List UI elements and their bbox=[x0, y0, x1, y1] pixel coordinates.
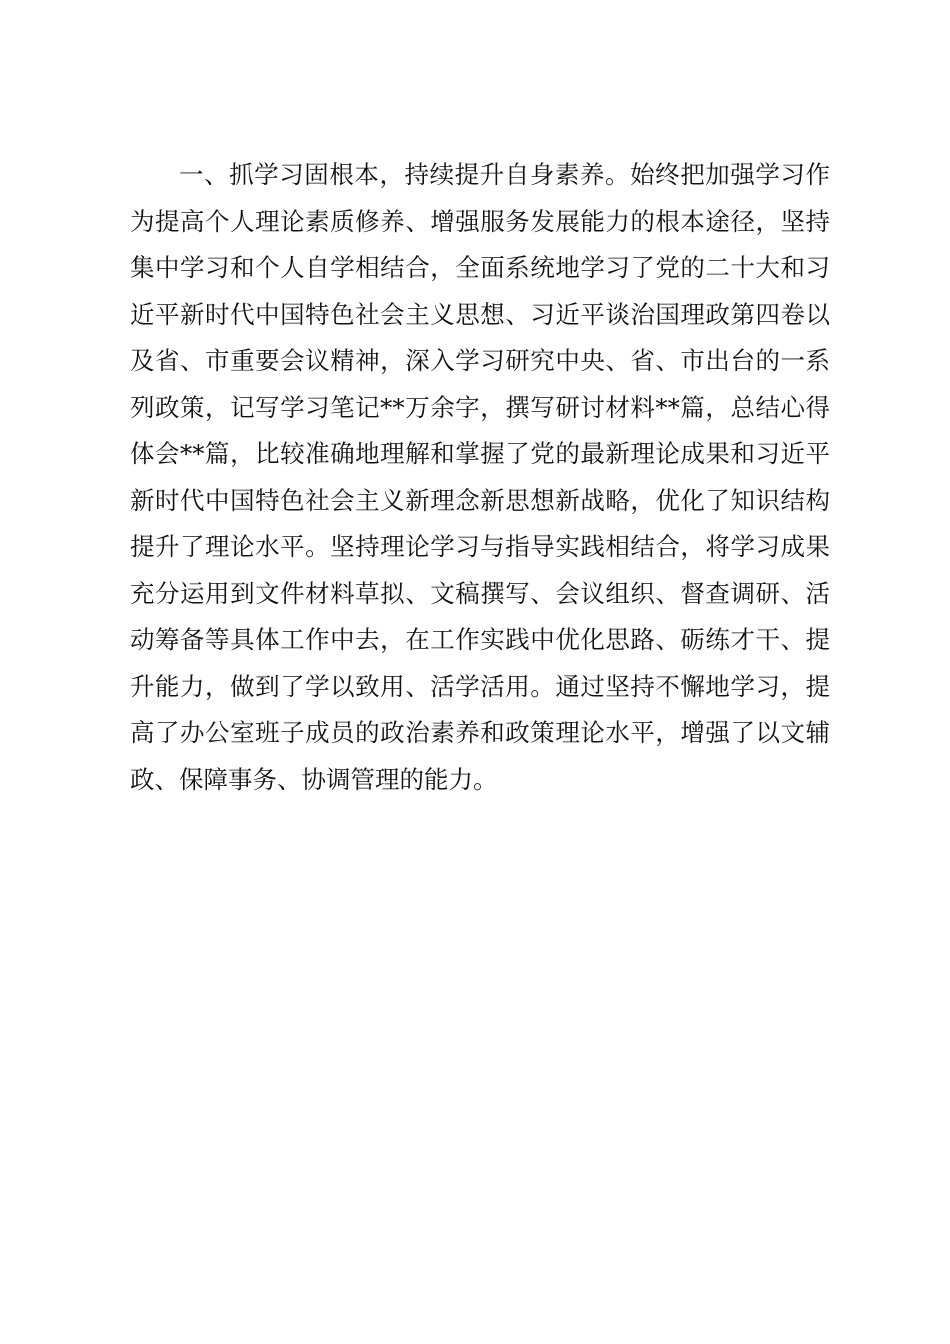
paragraph-line: 政、保障事务、协调管理的能力。 bbox=[130, 764, 498, 794]
paragraph-line: 体会**篇，比较准确地理解和掌握了党的最新理论成果和习近平 bbox=[130, 439, 830, 468]
paragraph-line: 及省、市重要会议精神，深入学习研究中央、省、市出台的一系 bbox=[130, 346, 830, 375]
paragraph-line: 为提高个人理论素质修养、增强服务发展能力的根本途径，坚持 bbox=[130, 206, 830, 236]
paragraph-line: 提升了理论水平。坚持理论学习与指导实践相结合，将学习成果 bbox=[130, 532, 830, 561]
paragraph-line: 新时代中国特色社会主义新理念新思想新战略，优化了知识结构 bbox=[130, 485, 830, 515]
paragraph-line: 充分运用到文件材料草拟、文稿撰写、会议组织、督查调研、活 bbox=[130, 578, 830, 608]
paragraph-line: 升能力，做到了学以致用、活学活用。通过坚持不懈地学习，提 bbox=[130, 671, 830, 701]
paragraph-line: 高了办公室班子成员的政治素养和政策理论水平，增强了以文辅 bbox=[130, 718, 830, 747]
body-paragraph bbox=[130, 152, 830, 803]
paragraph-line: 列政策，记写学习笔记**万余字，撰写研讨材料**篇，总结心得 bbox=[130, 392, 830, 422]
paragraph-line: 集中学习和个人自学相结合，全面系统地学习了党的二十大和习 bbox=[130, 253, 830, 282]
paragraph-line: 动筹备等具体工作中去，在工作实践中优化思路、砺练才干、提 bbox=[130, 625, 830, 654]
paragraph-line: 近平新时代中国特色社会主义思想、习近平谈治国理政第四卷以 bbox=[130, 299, 830, 329]
paragraph-line: 一、抓学习固根本，持续提升自身素养。始终把加强学习作 bbox=[179, 160, 830, 189]
